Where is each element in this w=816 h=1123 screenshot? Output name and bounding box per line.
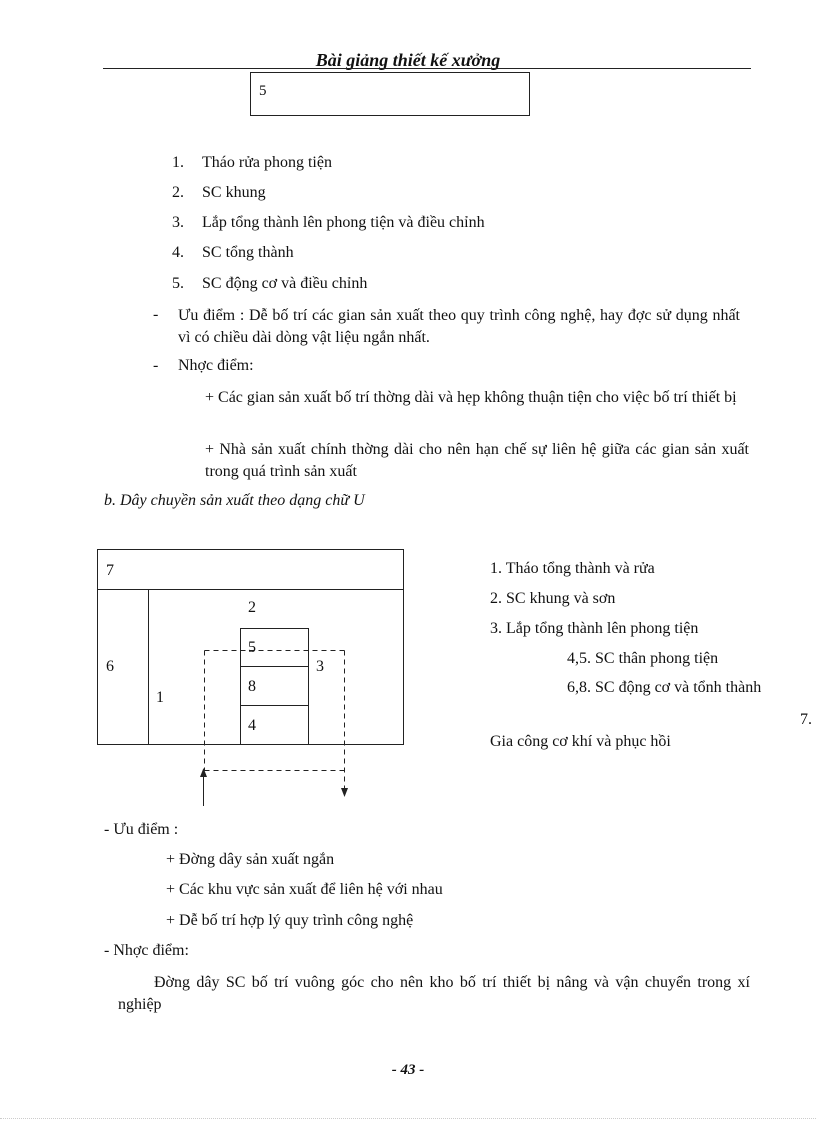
advantage2-item-2: + Các khu vực sản xuất để liên hệ với nhau xyxy=(166,881,443,898)
list-text: SC động cơ và điều chỉnh xyxy=(202,275,368,292)
list-num: 2. xyxy=(172,184,184,201)
list-num: 1. xyxy=(172,154,184,171)
footer-dotted-rule xyxy=(0,1118,816,1119)
list1-item-3 xyxy=(172,214,485,232)
list-num: 5. xyxy=(172,275,184,292)
list1-item-2 xyxy=(172,184,266,202)
legend-item-7-num: 7. xyxy=(800,711,812,728)
advantage2-item-3: + Dễ bố trí hợp lý quy trình công nghệ xyxy=(166,912,414,929)
diagram-label-4: 4 xyxy=(248,717,256,734)
top-diagram-box xyxy=(250,72,530,116)
diagram-label-6: 6 xyxy=(106,658,114,675)
u-shape-diagram xyxy=(96,548,406,808)
page-header-title: Bài giảng thiết kế xưởng xyxy=(315,50,501,70)
disadvantage2-text: Đờng dây SC bố trí vuông góc cho nên kho bố trí thiết bị nâng và vận chuyển trong xí nghiệp xyxy=(118,974,750,1013)
advantage1-text: Ưu điểm : Dễ bố trí các gian sản xuất theo quy trình công nghệ, hay đợc sử dụng nhất vì có chiều dài dòng vật liệu ngắn nhất. xyxy=(178,307,740,346)
disadvantage1-title: Nhợc điểm: xyxy=(178,357,254,374)
list1-item-5 xyxy=(172,275,367,293)
disadvantage1-item-2: + Nhà sản xuất chính thờng dài cho nên hạn chế sự liên hệ giữa các gian sản xuất trong quá trình sản xuất xyxy=(205,441,749,480)
list-text: Tháo rửa phong tiện xyxy=(202,154,332,171)
disadvantage1-dash: - xyxy=(153,357,159,374)
legend-item-2: 2. SC khung và sơn xyxy=(490,590,616,607)
list-text: SC khung xyxy=(202,184,266,201)
legend-item-68: 6,8. SC động cơ và tổnh thành xyxy=(567,679,762,696)
diagram-label-8: 8 xyxy=(248,678,256,695)
disadvantage2-title: - Nhợc điểm: xyxy=(104,942,189,959)
section-b-title: b. Dây chuyền sản xuất theo dạng chữ U xyxy=(104,492,365,509)
legend-item-7-text: Gia công cơ khí và phục hồi xyxy=(490,733,671,750)
disadvantage1-item-1: + Các gian sản xuất bố trí thờng dài và hẹp không thuận tiện cho việc bố trí thiết bị xyxy=(205,389,737,406)
diagram-label-2: 2 xyxy=(248,599,256,616)
exit-arrow-head xyxy=(341,788,348,797)
advantage2-title: - Ưu điểm : xyxy=(104,821,179,838)
list-num: 3. xyxy=(172,214,184,231)
top-box-label: 5 xyxy=(259,83,267,99)
header-rule xyxy=(103,68,751,69)
list1-item-1 xyxy=(172,154,332,172)
entry-arrow-head xyxy=(200,768,207,777)
page-number: - 43 - xyxy=(391,1062,425,1078)
legend-item-3: 3. Lắp tổng thành lên phong tiện xyxy=(490,620,699,637)
diagram-label-5: 5 xyxy=(248,639,256,656)
list1-item-4 xyxy=(172,244,294,262)
advantage1-dash: - xyxy=(153,306,159,323)
legend-item-1: 1. Tháo tổng thành và rửa xyxy=(490,560,655,577)
list-text: Lắp tổng thành lên phong tiện và điều chỉnh xyxy=(202,214,485,231)
diagram-label-7: 7 xyxy=(106,562,114,579)
list-num: 4. xyxy=(172,244,184,261)
legend-item-45: 4,5. SC thân phong tiện xyxy=(567,650,719,667)
advantage2-item-1: + Đờng dây sản xuất ngắn xyxy=(166,851,335,868)
diagram-label-1: 1 xyxy=(156,689,164,706)
list-text: SC tổng thành xyxy=(202,244,294,261)
diagram-label-3: 3 xyxy=(316,658,324,675)
